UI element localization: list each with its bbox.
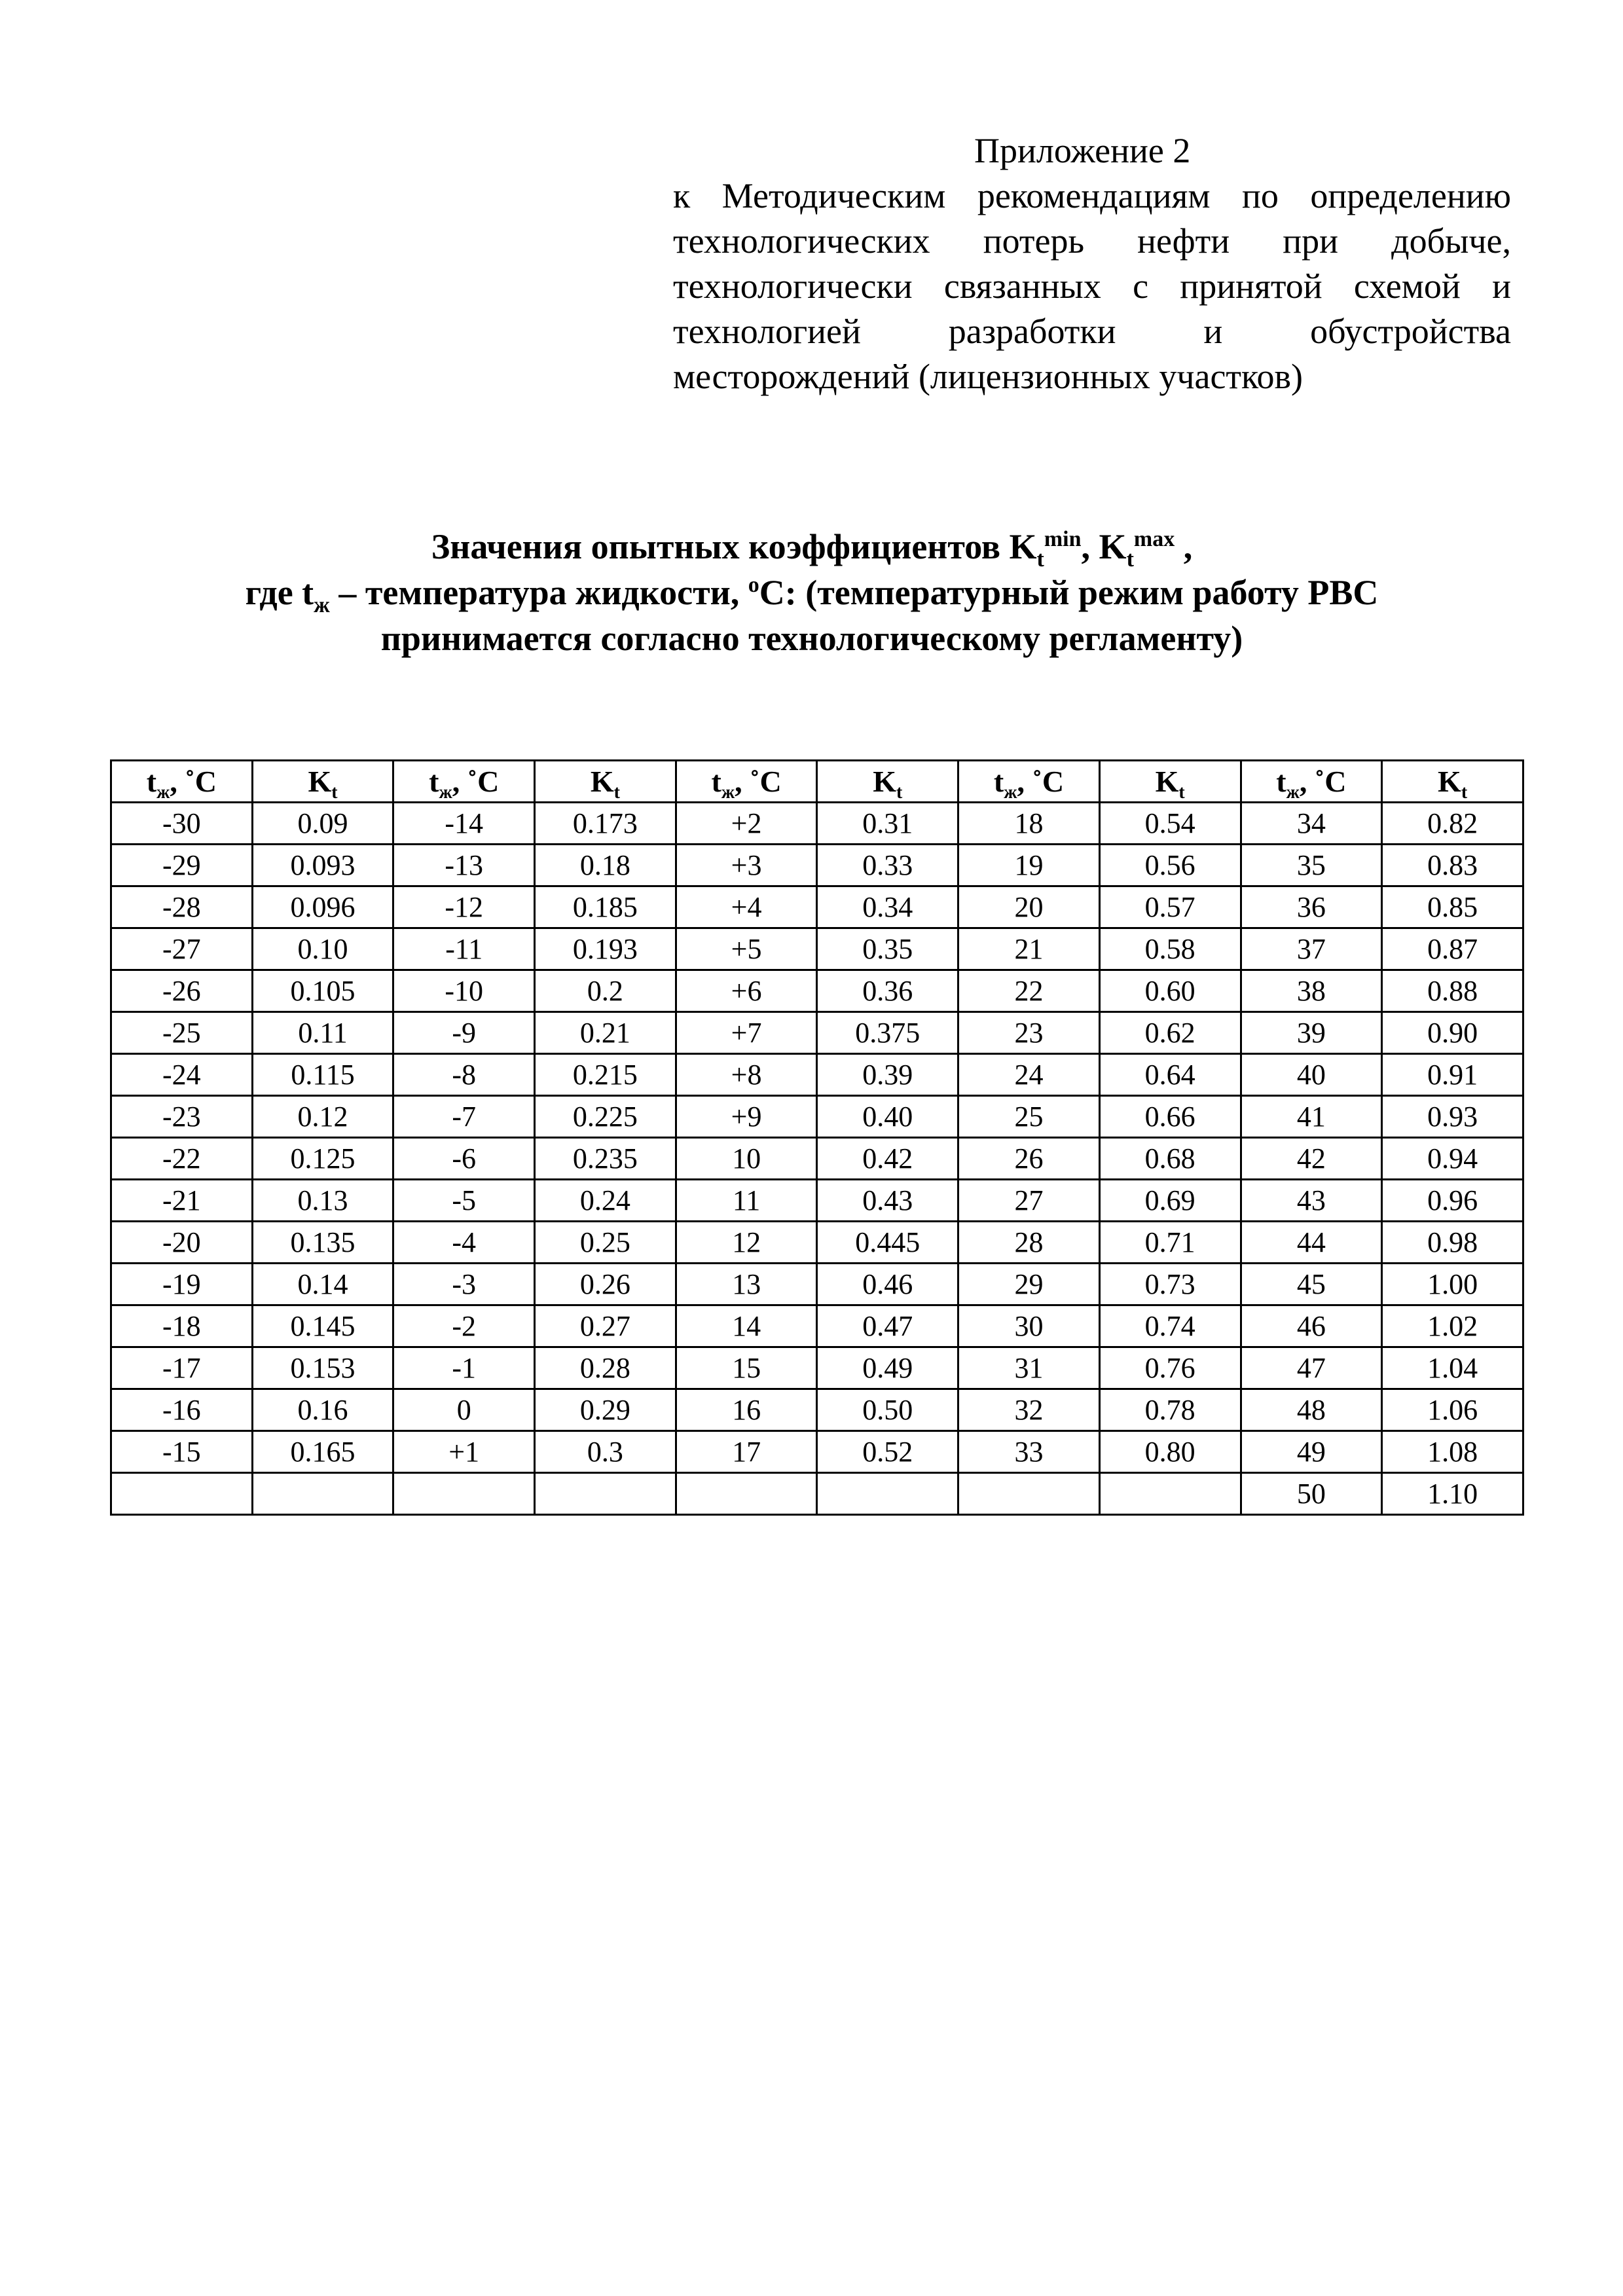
cell-coefficient: 0.165 [252,1431,393,1473]
cell-coefficient: 0.62 [1099,1012,1241,1054]
cell-coefficient: 1.06 [1382,1389,1523,1431]
cell-temperature: 27 [958,1180,1100,1222]
cell-coefficient: 0.50 [817,1389,958,1431]
cell-coefficient [252,1473,393,1515]
cell-temperature: 44 [1241,1222,1382,1264]
cell-temperature: +6 [676,970,817,1012]
table-heading [105,524,1519,661]
column-header-coefficient: $K_t$ [1099,761,1241,803]
cell-coefficient: 0.185 [535,886,676,928]
cell-temperature: 46 [1241,1305,1382,1347]
appendix-line: месторождений (лицензионных участков) [673,357,1304,396]
cell-coefficient: 0.096 [252,886,393,928]
cell-coefficient: 0.215 [535,1054,676,1096]
cell-temperature: 14 [676,1305,817,1347]
cell-coefficient: 0.82 [1382,803,1523,845]
cell-temperature: 20 [958,886,1100,928]
cell-temperature: +2 [676,803,817,845]
cell-temperature: 18 [958,803,1100,845]
cell-temperature: 22 [958,970,1100,1012]
cell-coefficient: 0.3 [535,1431,676,1473]
cell-temperature: -25 [111,1012,253,1054]
cell-temperature: +3 [676,845,817,886]
appendix-block [673,128,1511,399]
cell-coefficient: 0.135 [252,1222,393,1264]
cell-coefficient: 0.105 [252,970,393,1012]
cell-coefficient: 0.10 [252,928,393,970]
cell-temperature: -11 [393,928,535,970]
appendix-title: Приложение 2 [974,131,1191,170]
column-header-temperature: $t_ж$, ˚C [111,761,253,803]
cell-temperature: -17 [111,1347,253,1389]
cell-coefficient: 0.35 [817,928,958,970]
cell-temperature: -6 [393,1138,535,1180]
cell-temperature: -27 [111,928,253,970]
cell-coefficient: 0.43 [817,1180,958,1222]
cell-temperature: -24 [111,1054,253,1096]
appendix-line: технологией разработки и обустройства [673,312,1511,351]
cell-temperature: 15 [676,1347,817,1389]
appendix-line: технологически связанных с принятой схемой и [673,266,1511,306]
cell-coefficient: 0.21 [535,1012,676,1054]
cell-temperature: +7 [676,1012,817,1054]
cell-temperature: -29 [111,845,253,886]
cell-temperature: 34 [1241,803,1382,845]
cell-temperature: 31 [958,1347,1100,1389]
table-row [111,1347,1523,1389]
table-row [111,970,1523,1012]
cell-coefficient: 0.80 [1099,1431,1241,1473]
cell-coefficient: 0.125 [252,1138,393,1180]
cell-temperature: 16 [676,1389,817,1431]
table-header-row [111,761,1523,803]
cell-temperature: 0 [393,1389,535,1431]
table-row [111,1138,1523,1180]
column-header-coefficient: $K_t$ [1382,761,1523,803]
heading-line-2: где $t_ж$ – температура жидкости, $^o$C: (температурный режим работу РВС [245,573,1379,617]
table-row [111,1096,1523,1138]
cell-coefficient: 0.25 [535,1222,676,1264]
table-row [111,845,1523,886]
cell-temperature: -9 [393,1012,535,1054]
cell-coefficient: 0.52 [817,1431,958,1473]
cell-coefficient: 0.18 [535,845,676,886]
cell-coefficient: 0.115 [252,1054,393,1096]
cell-temperature: 17 [676,1431,817,1473]
cell-temperature [393,1473,535,1515]
cell-temperature: -2 [393,1305,535,1347]
cell-coefficient: 0.74 [1099,1305,1241,1347]
cell-temperature: 50 [1241,1473,1382,1515]
cell-coefficient: 0.445 [817,1222,958,1264]
cell-temperature: -14 [393,803,535,845]
cell-temperature: 26 [958,1138,1100,1180]
column-header-temperature: $t_ж$, ˚C [393,761,535,803]
cell-coefficient: 0.83 [1382,845,1523,886]
cell-temperature: -28 [111,886,253,928]
cell-temperature: 40 [1241,1054,1382,1096]
cell-coefficient: 0.93 [1382,1096,1523,1138]
column-header-temperature: $t_ж$, ˚C [958,761,1100,803]
cell-temperature: -12 [393,886,535,928]
cell-coefficient: 0.225 [535,1096,676,1138]
cell-coefficient: 1.02 [1382,1305,1523,1347]
cell-coefficient: 0.69 [1099,1180,1241,1222]
cell-temperature: -23 [111,1096,253,1138]
cell-coefficient: 0.47 [817,1305,958,1347]
cell-coefficient: 0.24 [535,1180,676,1222]
column-header-temperature: $t_ж$, ˚C [676,761,817,803]
cell-temperature: 28 [958,1222,1100,1264]
cell-temperature: 45 [1241,1264,1382,1305]
column-header-coefficient: $K_t$ [252,761,393,803]
column-header-coefficient: $K_t$ [535,761,676,803]
cell-coefficient: 0.145 [252,1305,393,1347]
cell-coefficient: 0.193 [535,928,676,970]
cell-temperature: +9 [676,1096,817,1138]
cell-temperature: 10 [676,1138,817,1180]
cell-temperature: 13 [676,1264,817,1305]
table-row [111,1054,1523,1096]
cell-coefficient [817,1473,958,1515]
table-row [111,1473,1523,1515]
cell-temperature: -1 [393,1347,535,1389]
cell-temperature: -4 [393,1222,535,1264]
cell-coefficient: 0.27 [535,1305,676,1347]
column-header-coefficient: $K_t$ [817,761,958,803]
cell-coefficient [535,1473,676,1515]
cell-temperature: 41 [1241,1096,1382,1138]
cell-coefficient: 0.98 [1382,1222,1523,1264]
cell-coefficient: 0.60 [1099,970,1241,1012]
coefficients-table [110,759,1524,1516]
cell-coefficient: 0.235 [535,1138,676,1180]
cell-coefficient: 0.54 [1099,803,1241,845]
cell-coefficient: 0.33 [817,845,958,886]
cell-coefficient: 0.58 [1099,928,1241,970]
cell-temperature: -15 [111,1431,253,1473]
cell-coefficient: 0.64 [1099,1054,1241,1096]
cell-coefficient: 0.78 [1099,1389,1241,1431]
cell-temperature: -18 [111,1305,253,1347]
table-row [111,1264,1523,1305]
cell-temperature: +1 [393,1431,535,1473]
column-header-temperature: $t_ж$, ˚C [1241,761,1382,803]
table-row [111,1222,1523,1264]
cell-coefficient: 0.94 [1382,1138,1523,1180]
cell-coefficient: 0.96 [1382,1180,1523,1222]
cell-coefficient: 0.13 [252,1180,393,1222]
cell-coefficient: 0.88 [1382,970,1523,1012]
cell-temperature: 32 [958,1389,1100,1431]
cell-temperature: 19 [958,845,1100,886]
cell-coefficient: 0.36 [817,970,958,1012]
cell-coefficient: 0.90 [1382,1012,1523,1054]
cell-coefficient: 0.39 [817,1054,958,1096]
cell-temperature: -7 [393,1096,535,1138]
cell-temperature: 25 [958,1096,1100,1138]
cell-coefficient: 0.40 [817,1096,958,1138]
cell-temperature: 47 [1241,1347,1382,1389]
cell-temperature: 24 [958,1054,1100,1096]
table-row [111,1180,1523,1222]
cell-temperature: 39 [1241,1012,1382,1054]
cell-temperature: 30 [958,1305,1100,1347]
cell-temperature: -20 [111,1222,253,1264]
cell-coefficient: 0.26 [535,1264,676,1305]
cell-coefficient: 0.91 [1382,1054,1523,1096]
cell-coefficient: 0.173 [535,803,676,845]
cell-coefficient: 0.85 [1382,886,1523,928]
cell-temperature: -16 [111,1389,253,1431]
cell-coefficient: 0.2 [535,970,676,1012]
cell-temperature: 42 [1241,1138,1382,1180]
cell-coefficient: 0.71 [1099,1222,1241,1264]
cell-temperature: 11 [676,1180,817,1222]
cell-coefficient: 0.31 [817,803,958,845]
cell-coefficient: 0.16 [252,1389,393,1431]
cell-coefficient: 0.34 [817,886,958,928]
cell-temperature [111,1473,253,1515]
cell-temperature [676,1473,817,1515]
table-row [111,1431,1523,1473]
cell-temperature: -19 [111,1264,253,1305]
cell-temperature: -13 [393,845,535,886]
cell-coefficient: 0.49 [817,1347,958,1389]
cell-coefficient: 0.76 [1099,1347,1241,1389]
table-row [111,1305,1523,1347]
cell-coefficient: 0.73 [1099,1264,1241,1305]
appendix-line: к Методическим рекомендациям по определению [673,176,1511,215]
cell-coefficient: 0.11 [252,1012,393,1054]
cell-temperature: -5 [393,1180,535,1222]
cell-coefficient: 0.42 [817,1138,958,1180]
table-row [111,1012,1523,1054]
cell-temperature: -10 [393,970,535,1012]
cell-coefficient: 0.28 [535,1347,676,1389]
table-row [111,886,1523,928]
heading-line-3: принимается согласно технологическому регламенту) [380,619,1243,658]
cell-coefficient: 0.09 [252,803,393,845]
cell-temperature: 43 [1241,1180,1382,1222]
cell-coefficient: 0.46 [817,1264,958,1305]
cell-coefficient: 0.14 [252,1264,393,1305]
cell-temperature: -26 [111,970,253,1012]
cell-coefficient: 0.66 [1099,1096,1241,1138]
cell-temperature: 38 [1241,970,1382,1012]
cell-temperature: 36 [1241,886,1382,928]
cell-temperature: 29 [958,1264,1100,1305]
cell-coefficient: 0.57 [1099,886,1241,928]
heading-line-1: Значения опытных коэффициентов $K_t^{min}$, $K_t^{max}$ , [431,527,1193,572]
cell-temperature: 48 [1241,1389,1382,1431]
cell-temperature [958,1473,1100,1515]
table-body [111,803,1523,1515]
cell-coefficient: 1.00 [1382,1264,1523,1305]
cell-temperature: 23 [958,1012,1100,1054]
cell-temperature: +5 [676,928,817,970]
cell-coefficient: 0.56 [1099,845,1241,886]
cell-coefficient: 1.04 [1382,1347,1523,1389]
table-row [111,928,1523,970]
cell-coefficient: 0.375 [817,1012,958,1054]
cell-coefficient: 0.68 [1099,1138,1241,1180]
cell-temperature: 35 [1241,845,1382,886]
cell-temperature: 49 [1241,1431,1382,1473]
cell-temperature: 21 [958,928,1100,970]
cell-coefficient: 0.12 [252,1096,393,1138]
cell-coefficient: 1.10 [1382,1473,1523,1515]
cell-temperature: -8 [393,1054,535,1096]
table-row [111,803,1523,845]
cell-coefficient: 0.29 [535,1389,676,1431]
cell-temperature: +8 [676,1054,817,1096]
cell-coefficient: 0.153 [252,1347,393,1389]
cell-temperature: -3 [393,1264,535,1305]
cell-temperature: -22 [111,1138,253,1180]
cell-temperature: 37 [1241,928,1382,970]
table-row [111,1389,1523,1431]
cell-temperature: 33 [958,1431,1100,1473]
cell-coefficient: 0.093 [252,845,393,886]
cell-temperature: 12 [676,1222,817,1264]
cell-temperature: -21 [111,1180,253,1222]
cell-coefficient: 1.08 [1382,1431,1523,1473]
cell-temperature: +4 [676,886,817,928]
cell-coefficient: 0.87 [1382,928,1523,970]
cell-coefficient [1099,1473,1241,1515]
appendix-line: технологических потерь нефти при добыче, [673,221,1511,261]
cell-temperature: -30 [111,803,253,845]
